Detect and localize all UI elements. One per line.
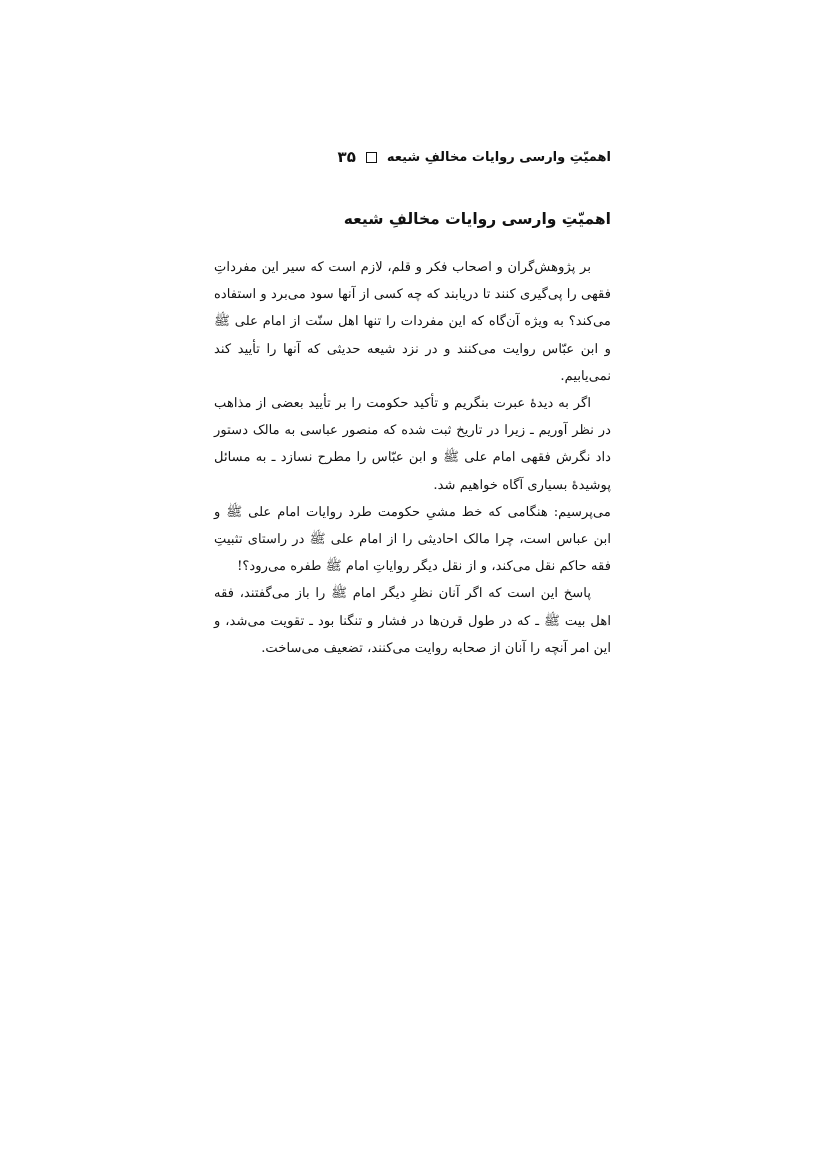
- square-bullet-icon: [366, 152, 377, 163]
- section-heading: اهمیّتِ وارسی روایات مخالفِ شیعه: [343, 210, 611, 228]
- paragraph: اگر به دیدهٔ عبرت بنگریم و تأکید حکومت را بر تأیید بعضی از مذاهب در نظر آوریم ـ زیرا در تاریخ ثبت شده که منصور عباسی به مالک دستور داد نگرش فقهی امام علی ﷺ و ابن عبّاس را مطرح نسازد ـ به مسائل پوشیدهٔ بسیاری آگاه خواهیم شد.: [214, 396, 611, 493]
- page-number: ۳۵: [337, 148, 356, 166]
- running-header-title: اهمیّتِ وارسی روایات مخالفِ شیعه: [386, 149, 611, 165]
- paragraph: می‌پرسیم: هنگامی که خط مشیِ حکومت طرد روایات امام علی ﷺ و ابن عباس است، چرا مالک احادیثی را از امام علی ﷺ در راستای تثبیتِ فقه حاکم نقل می‌کند، و از نقل دیگر روایاتِ امام ﷺ طفره می‌رود؟!: [214, 504, 611, 575]
- running-header: [214, 146, 611, 168]
- paragraph: پاسخ این است که اگر آنان نظرِ دیگر امام ﷺ را باز می‌گفتند، فقه اهل بیت ﷺ ـ که در طول قرن‌ها در فشار و تنگنا بود ـ تقویت می‌شد، و این امر آنچه را آنان از صحابه روایت می‌کنند، تضعیف می‌ساخت.: [214, 586, 611, 656]
- paragraph: بر پژوهش‌گران و اصحاب فکر و قلم، لازم است که سیر این مفرداتِ فقهی را پی‌گیری کنند تا دریابند که چه کسی از آنها سود می‌برد و استفاده می‌کند؟ به ویژه آن‌گاه که این مفردات را تنها اهل سنّت از امام علی ﷺ و ابن عبّاس روایت می‌کنند و در نزد شیعه حدیثی که آنها را تأیید کند نمی‌یابیم.: [214, 260, 611, 384]
- body-text: [214, 254, 611, 662]
